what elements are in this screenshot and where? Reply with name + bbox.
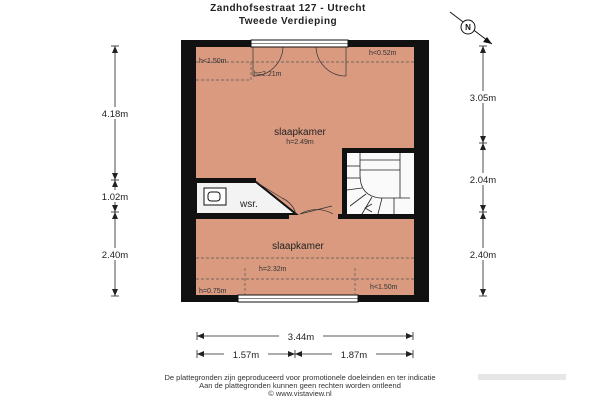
dim-right-middle: 2.04m — [469, 175, 497, 186]
window-bottom — [238, 295, 358, 302]
dim-total-width: 3.44m — [287, 332, 315, 343]
height-top-right: h<0.52m — [369, 50, 397, 57]
dim-left-middle: 1.02m — [101, 192, 129, 203]
room-label-bottom: slaapkamer — [272, 241, 324, 252]
room-height-top: h=2.49m — [286, 139, 314, 146]
window-top — [251, 40, 348, 47]
footer-disclaimer-2: Aan de plattegronden kunnen geen rechten worden ontleend — [199, 381, 401, 390]
footer-copyright[interactable]: © www.vistaview.nl — [268, 389, 332, 398]
height-bottom-door: h=2.32m — [259, 266, 287, 273]
height-top-left: h<1.50m — [199, 58, 227, 65]
dim-right-upper: 3.05m — [469, 93, 497, 104]
dim-right-lower: 2.40m — [469, 250, 497, 261]
room-label-bathroom: wsr. — [240, 199, 258, 210]
staircase — [347, 153, 414, 214]
dim-left-lower: 2.40m — [101, 250, 129, 261]
height-bottom-left: h=0.75m — [199, 288, 227, 295]
dim-left-upper: 4.18m — [101, 109, 129, 120]
address-title: Zandhofsestraat 127 - Utrecht — [210, 3, 366, 14]
room-label-top: slaapkamer — [274, 127, 326, 138]
height-bottom-right: h<1.50m — [370, 284, 398, 291]
floor-title: Tweede Verdieping — [238, 16, 338, 27]
dim-width-right: 1.87m — [340, 350, 368, 361]
height-top-door: h=2.21m — [254, 71, 282, 78]
footer-disclaimer-1: De plattegronden zijn geproduceerd voor promotionele doeleinden en ter indicatie — [164, 373, 436, 382]
compass-north-label: N — [465, 23, 471, 32]
dim-width-left: 1.57m — [232, 350, 260, 361]
toilet-icon — [204, 188, 226, 205]
compass-icon — [450, 12, 492, 44]
